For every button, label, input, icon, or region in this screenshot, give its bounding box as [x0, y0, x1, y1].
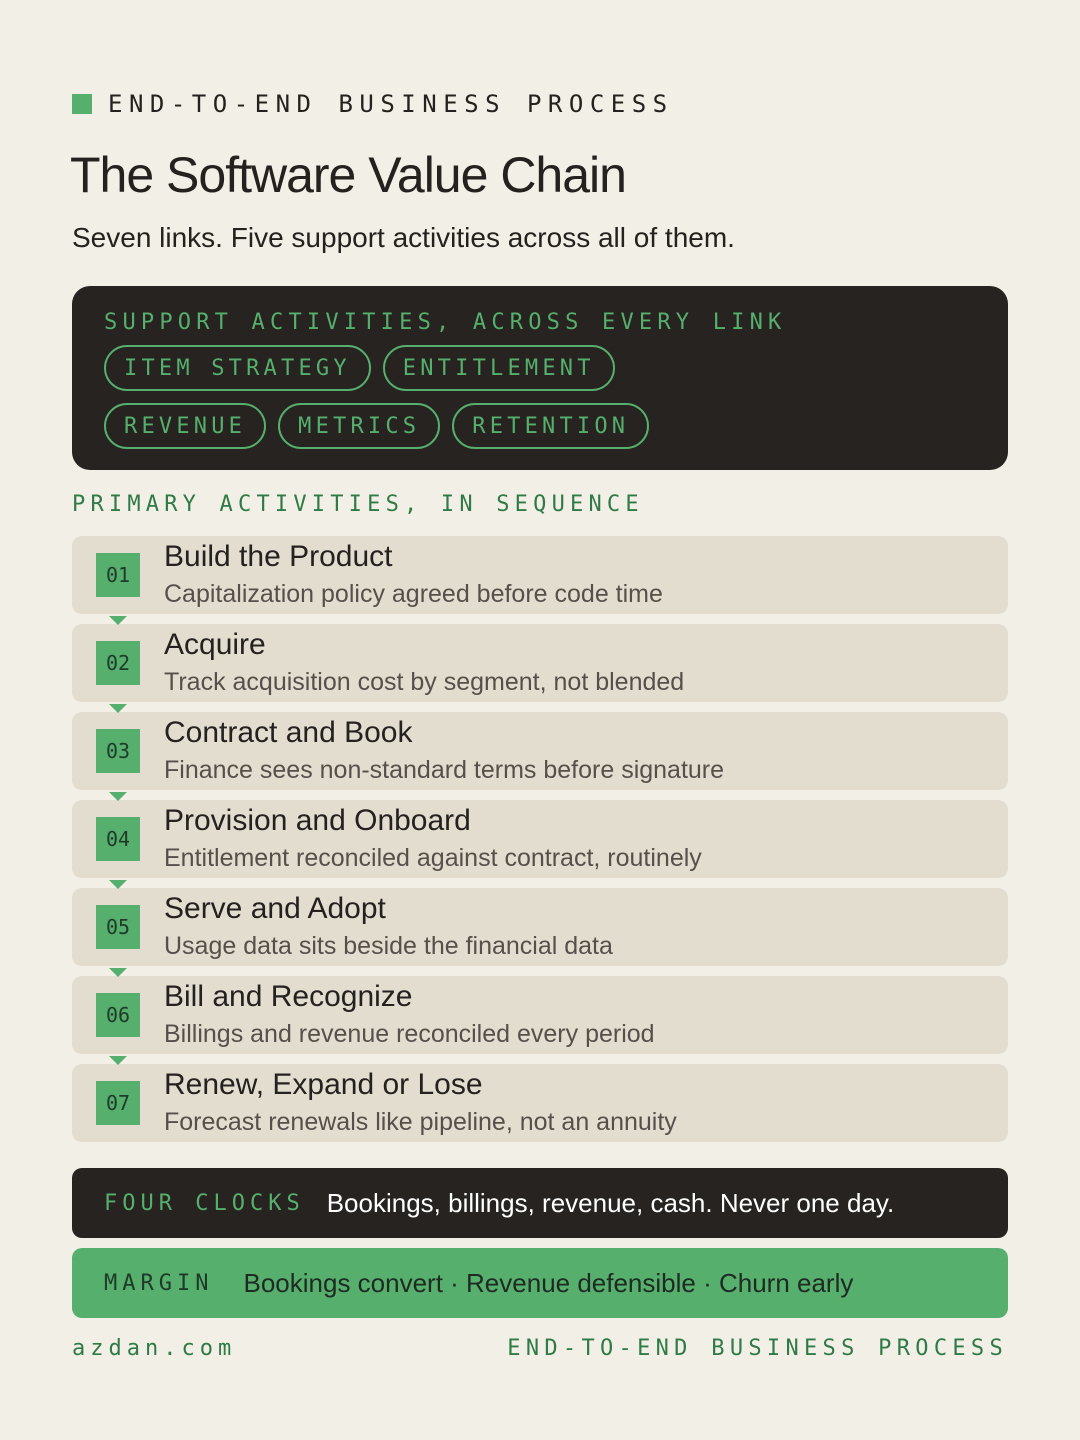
pill-entitlement: ENTITLEMENT	[383, 345, 615, 391]
step-description: Forecast renewals like pipeline, not an annuity	[164, 1108, 677, 1136]
down-arrow-icon	[109, 968, 127, 977]
step-name: Acquire	[164, 628, 266, 661]
down-arrow-icon	[109, 616, 127, 625]
step-card-02	[72, 624, 1008, 702]
step-card-01	[72, 536, 1008, 614]
margin-value: Bookings convert · Revenue defensible · Churn early	[243, 1267, 854, 1298]
page-title: The Software Value Chain	[70, 147, 626, 203]
eyebrow-square-icon	[72, 94, 92, 114]
primary-activities-label: PRIMARY ACTIVITIES, IN SEQUENCE	[72, 492, 644, 517]
four-clocks-value: Bookings, billings, revenue, cash. Never one day.	[326, 1187, 895, 1218]
footer-site-link[interactable]: azdan.com	[72, 1336, 237, 1361]
step-description: Entitlement reconciled against contract, routinely	[164, 844, 702, 872]
step-description: Track acquisition cost by segment, not blended	[164, 668, 685, 696]
step-name: Renew, Expand or Lose	[164, 1068, 483, 1101]
support-activities-panel	[72, 286, 1008, 470]
step-number: 04	[96, 817, 140, 861]
four-clocks-key: FOUR CLOCKS	[104, 1190, 305, 1216]
step-card-04	[72, 800, 1008, 878]
step-number: 06	[96, 993, 140, 1037]
step-name: Serve and Adopt	[164, 892, 386, 925]
footer-caption: END-TO-END BUSINESS PROCESS	[507, 1336, 1008, 1361]
step-card-06	[72, 976, 1008, 1054]
step-description: Usage data sits beside the financial data	[164, 932, 613, 960]
step-number: 07	[96, 1081, 140, 1125]
step-description: Billings and revenue reconciled every period	[164, 1020, 655, 1048]
pill-retention: RETENTION	[452, 403, 649, 449]
page-subtitle: Seven links. Five support activities across all of them.	[72, 222, 735, 253]
pill-item-strategy: ITEM STRATEGY	[104, 345, 371, 391]
step-name: Build the Product	[164, 540, 393, 573]
step-number: 01	[96, 553, 140, 597]
down-arrow-icon	[109, 792, 127, 801]
step-card-05	[72, 888, 1008, 966]
pill-revenue: REVENUE	[104, 403, 266, 449]
step-number: 03	[96, 729, 140, 773]
step-number: 05	[96, 905, 140, 949]
step-card-07	[72, 1064, 1008, 1142]
eyebrow	[72, 90, 674, 118]
step-number: 02	[96, 641, 140, 685]
margin-key: MARGIN	[104, 1270, 214, 1296]
four-clocks-bar	[72, 1168, 1008, 1238]
margin-bar	[72, 1248, 1008, 1318]
primary-steps-list	[72, 536, 1008, 1152]
down-arrow-icon	[109, 1056, 127, 1065]
step-name: Contract and Book	[164, 716, 413, 749]
eyebrow-text: END-TO-END BUSINESS PROCESS	[108, 90, 674, 118]
step-name: Provision and Onboard	[164, 804, 471, 837]
pill-metrics: METRICS	[278, 403, 440, 449]
support-activities-pills	[104, 345, 704, 449]
step-card-03	[72, 712, 1008, 790]
step-name: Bill and Recognize	[164, 980, 413, 1013]
step-description: Capitalization policy agreed before code time	[164, 580, 663, 608]
down-arrow-icon	[109, 704, 127, 713]
down-arrow-icon	[109, 880, 127, 889]
support-activities-label: SUPPORT ACTIVITIES, ACROSS EVERY LINK	[104, 310, 787, 335]
step-description: Finance sees non-standard terms before signature	[164, 756, 725, 784]
